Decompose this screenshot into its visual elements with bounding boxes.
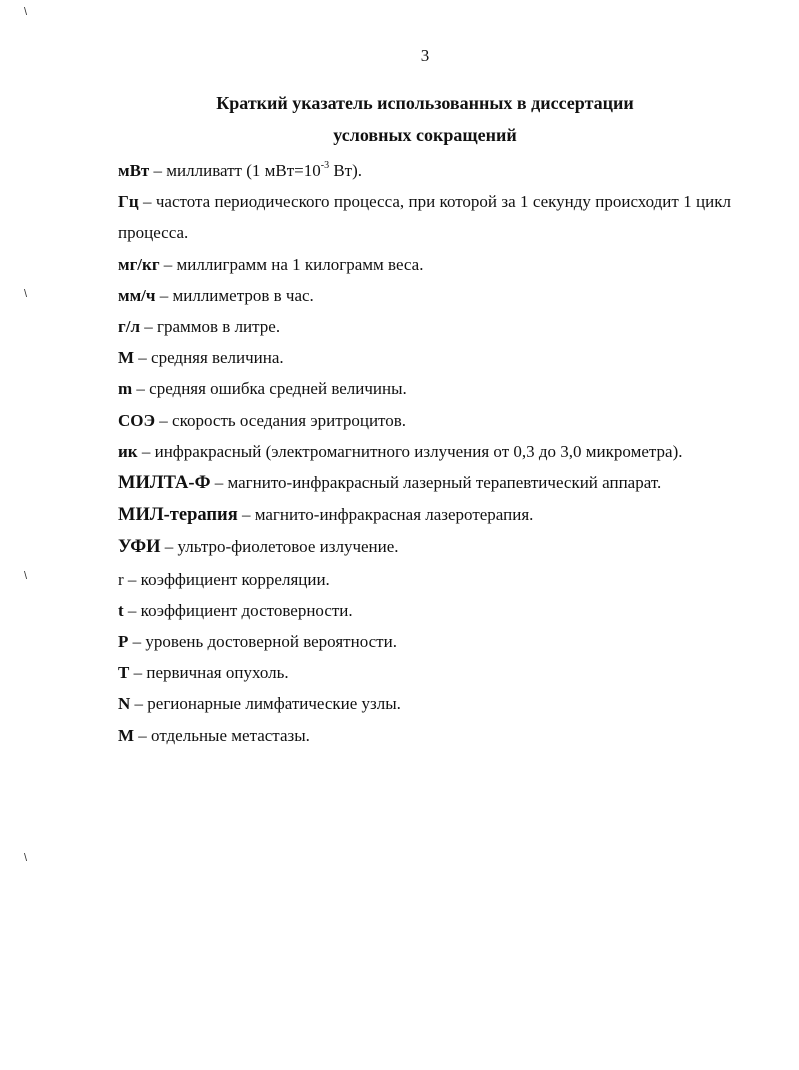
- abbreviation-entry: [118, 342, 731, 373]
- page-title-line-1: Краткий указатель использованных в диссертации: [216, 93, 634, 113]
- abbreviation-definition: – милливатт (1 мВт=10: [149, 161, 321, 180]
- abbreviation-list: [118, 155, 731, 751]
- abbreviation-term: r: [118, 569, 124, 589]
- scan-margin-mark: \: [24, 288, 28, 300]
- scan-margin-mark: \: [24, 6, 28, 18]
- abbreviation-term: Р: [118, 632, 129, 652]
- abbreviation-entry: [118, 186, 731, 248]
- abbreviation-definition: – миллиметров в час.: [155, 285, 314, 305]
- abbreviation-entry: [118, 531, 731, 563]
- abbreviation-entry: [118, 436, 731, 467]
- abbreviation-entry: [118, 311, 731, 342]
- abbreviation-definition: – магнито-инфракрасная лазеротерапия.: [237, 505, 534, 525]
- abbreviation-entry: [118, 155, 731, 186]
- abbreviation-entry: [118, 405, 731, 436]
- abbreviation-term: Гц: [118, 192, 139, 212]
- abbreviation-entry: [118, 595, 731, 626]
- abbreviation-entry: [118, 657, 731, 688]
- abbreviation-entry: [118, 373, 731, 404]
- abbreviation-entry: [118, 688, 731, 719]
- abbreviation-term: t: [118, 600, 124, 620]
- abbreviation-definition: – миллиграмм на 1 килограмм веса.: [159, 254, 424, 274]
- scan-margin-mark: \: [24, 570, 28, 582]
- abbreviation-term: г/л: [118, 317, 140, 337]
- abbreviation-entry: [118, 249, 731, 280]
- abbreviation-entry: [118, 626, 731, 657]
- abbreviation-definition-end: Вт).: [329, 161, 363, 180]
- abbreviation-term: МИЛ-терапия: [118, 505, 238, 526]
- abbreviation-definition: – средняя ошибка средней величины.: [132, 379, 407, 399]
- page-title-line-2: условных сокращений: [333, 125, 517, 145]
- scan-margin-mark: \: [24, 852, 28, 864]
- superscript-exponent: -3: [320, 160, 330, 172]
- abbreviation-term: М: [118, 348, 135, 368]
- abbreviation-definition: – коэффициент корреляции.: [123, 569, 330, 589]
- abbreviation-definition: – отдельные метастазы.: [134, 725, 310, 745]
- abbreviation-term: мг/кг: [118, 254, 160, 274]
- abbreviation-definition: – уровень достоверной вероятности.: [128, 632, 397, 652]
- abbreviation-entry: [118, 467, 731, 499]
- abbreviation-term: Т: [118, 663, 130, 683]
- abbreviation-definition: – частота периодического процесса, при которой за 1 секунду происходит 1 цикл процесса.: [118, 192, 731, 243]
- page-number: 3: [420, 46, 430, 65]
- abbreviation-definition: – средняя величина.: [134, 348, 284, 368]
- abbreviation-definition: – инфракрасный (электромагнитного излучения от 0,3 до 3,0 микрометра).: [137, 441, 683, 461]
- abbreviation-term: МИЛТА-Ф: [118, 473, 211, 494]
- abbreviation-term: m: [118, 379, 133, 399]
- abbreviation-term: УФИ: [118, 537, 161, 558]
- abbreviation-definition: – магнито-инфракрасный лазерный терапевтический аппарат.: [210, 473, 662, 493]
- abbreviation-entry: [118, 499, 731, 531]
- abbreviation-entry: [118, 720, 731, 751]
- abbreviation-term: СОЭ: [118, 410, 156, 430]
- abbreviation-definition: – граммов в литре.: [139, 317, 281, 337]
- abbreviation-term: мм/ч: [118, 285, 156, 305]
- abbreviation-entry: [118, 564, 731, 595]
- abbreviation-definition: – коэффициент достоверности.: [123, 600, 353, 620]
- abbreviation-term: М: [118, 725, 135, 745]
- abbreviation-definition: – первичная опухоль.: [129, 663, 289, 683]
- abbreviation-definition: – регионарные лимфатические узлы.: [130, 694, 401, 714]
- abbreviation-entry: [118, 280, 731, 311]
- abbreviation-definition: – скорость оседания эритроцитов.: [155, 410, 407, 430]
- abbreviation-term: мВт: [118, 161, 150, 180]
- abbreviation-term: N: [118, 694, 131, 714]
- abbreviation-term: ик: [118, 441, 138, 461]
- abbreviation-definition: – ультро-фиолетовое излучение.: [160, 537, 399, 557]
